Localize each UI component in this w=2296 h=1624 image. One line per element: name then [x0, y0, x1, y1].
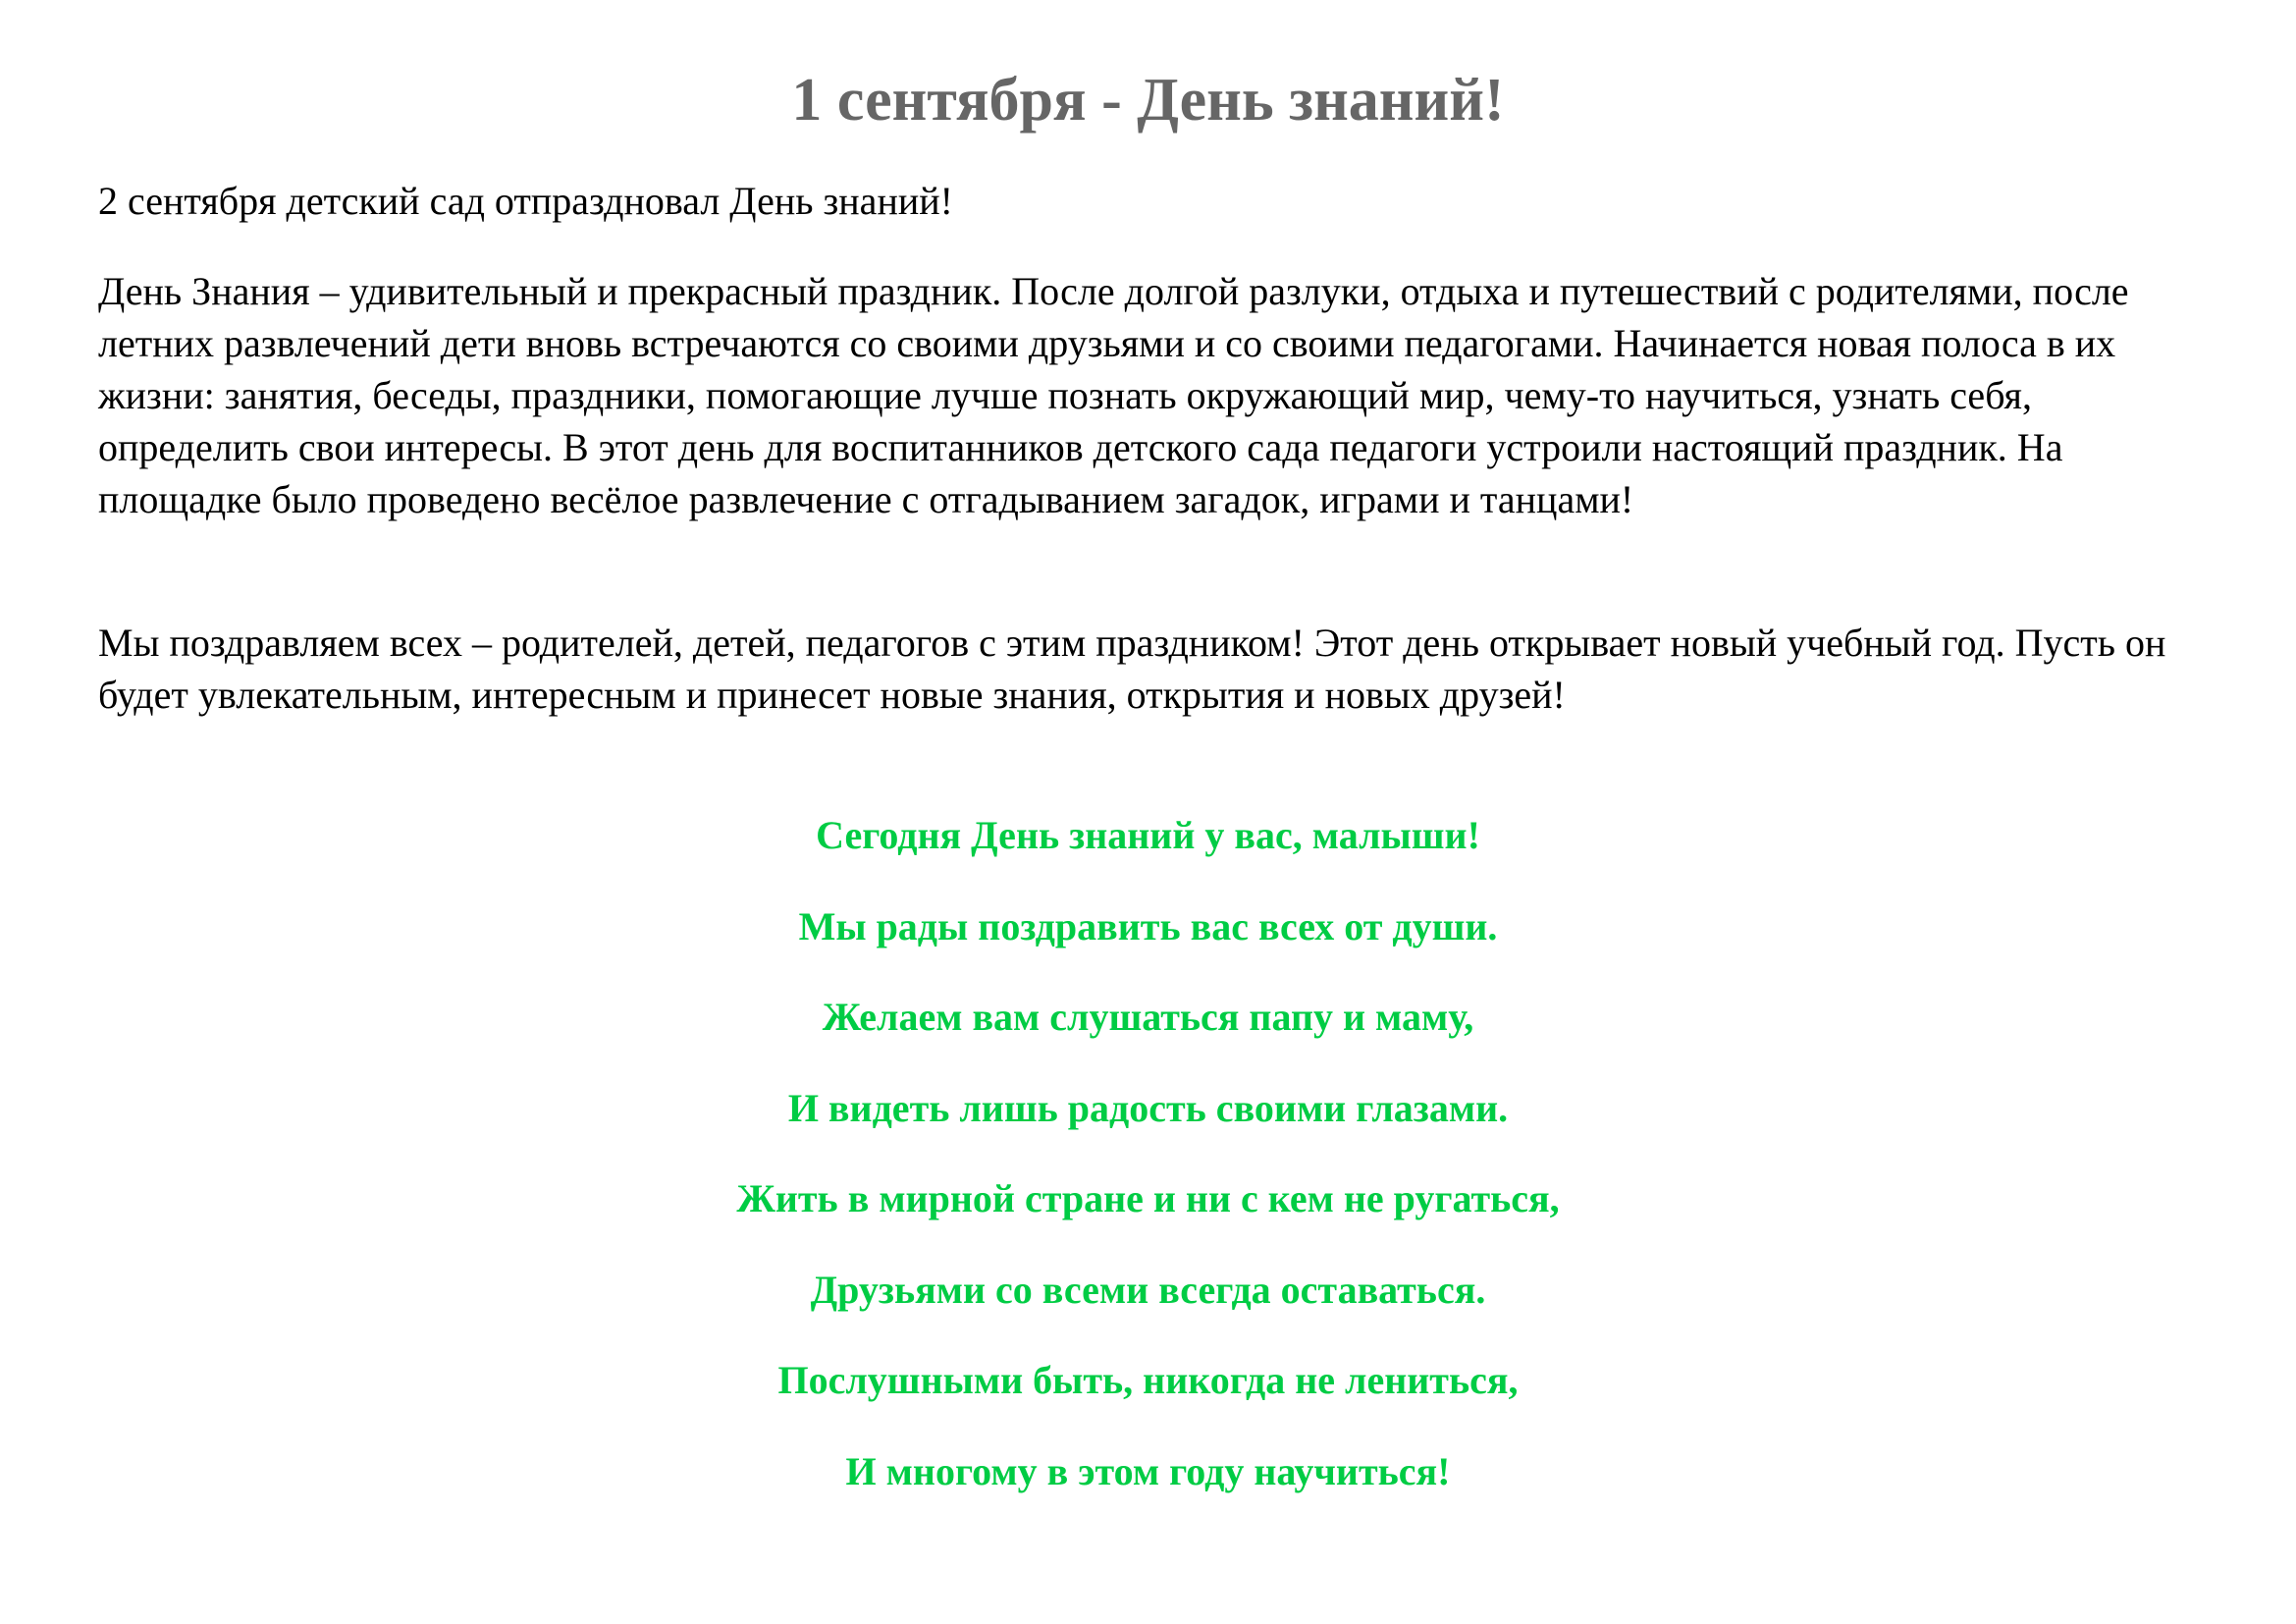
intro-paragraph: 2 сентября детский сад отпраздновал День знаний!	[98, 179, 953, 223]
poem-line: Друзьями со всеми всегда оставаться.	[810, 1267, 1486, 1312]
poem	[0, 811, 2296, 1538]
poem-line: И видеть лишь радость своими глазами.	[787, 1085, 1509, 1130]
poem-line: И многому в этом году научиться!	[845, 1448, 1451, 1493]
greeting-paragraph: Мы поздравляем всех – родителей, детей, педагогов с этим праздником! Этот день открывает новый учебный год. Пусть он будет увлекательным, интересным и принесет новые знания, открытия и новых друзей!	[98, 621, 2166, 717]
poem-line: Желаем вам слушаться папу и маму,	[822, 995, 1474, 1039]
poem-line: Послушными быть, никогда не лениться,	[777, 1358, 1519, 1402]
description-paragraph: День Знания – удивительный и прекрасный праздник. После долгой разлуки, отдыха и путешествий с родителями, после летних развлечений дети вновь встречаются со своими друзьями и со своими педагогами. Начинается новая полоса в их жизни: занятия, беседы, праздники, помогающие лучше познать окружающий мир, чему-то научиться, узнать себя, определить свои интересы. В этот день для воспитанников детского сада педагоги устроили настоящий праздник. На площадке было проведено весёлое развлечение с отгадыванием загадок, играми и танцами!	[98, 269, 2129, 521]
poem-line: Жить в мирной стране и ни с кем не ругаться,	[736, 1176, 1560, 1220]
poem-line: Сегодня День знаний у вас, малыши!	[816, 813, 1480, 857]
page-title: 1 сентября - День знаний!	[791, 67, 1505, 134]
poem-line: Мы рады поздравить вас всех от души.	[798, 903, 1498, 948]
